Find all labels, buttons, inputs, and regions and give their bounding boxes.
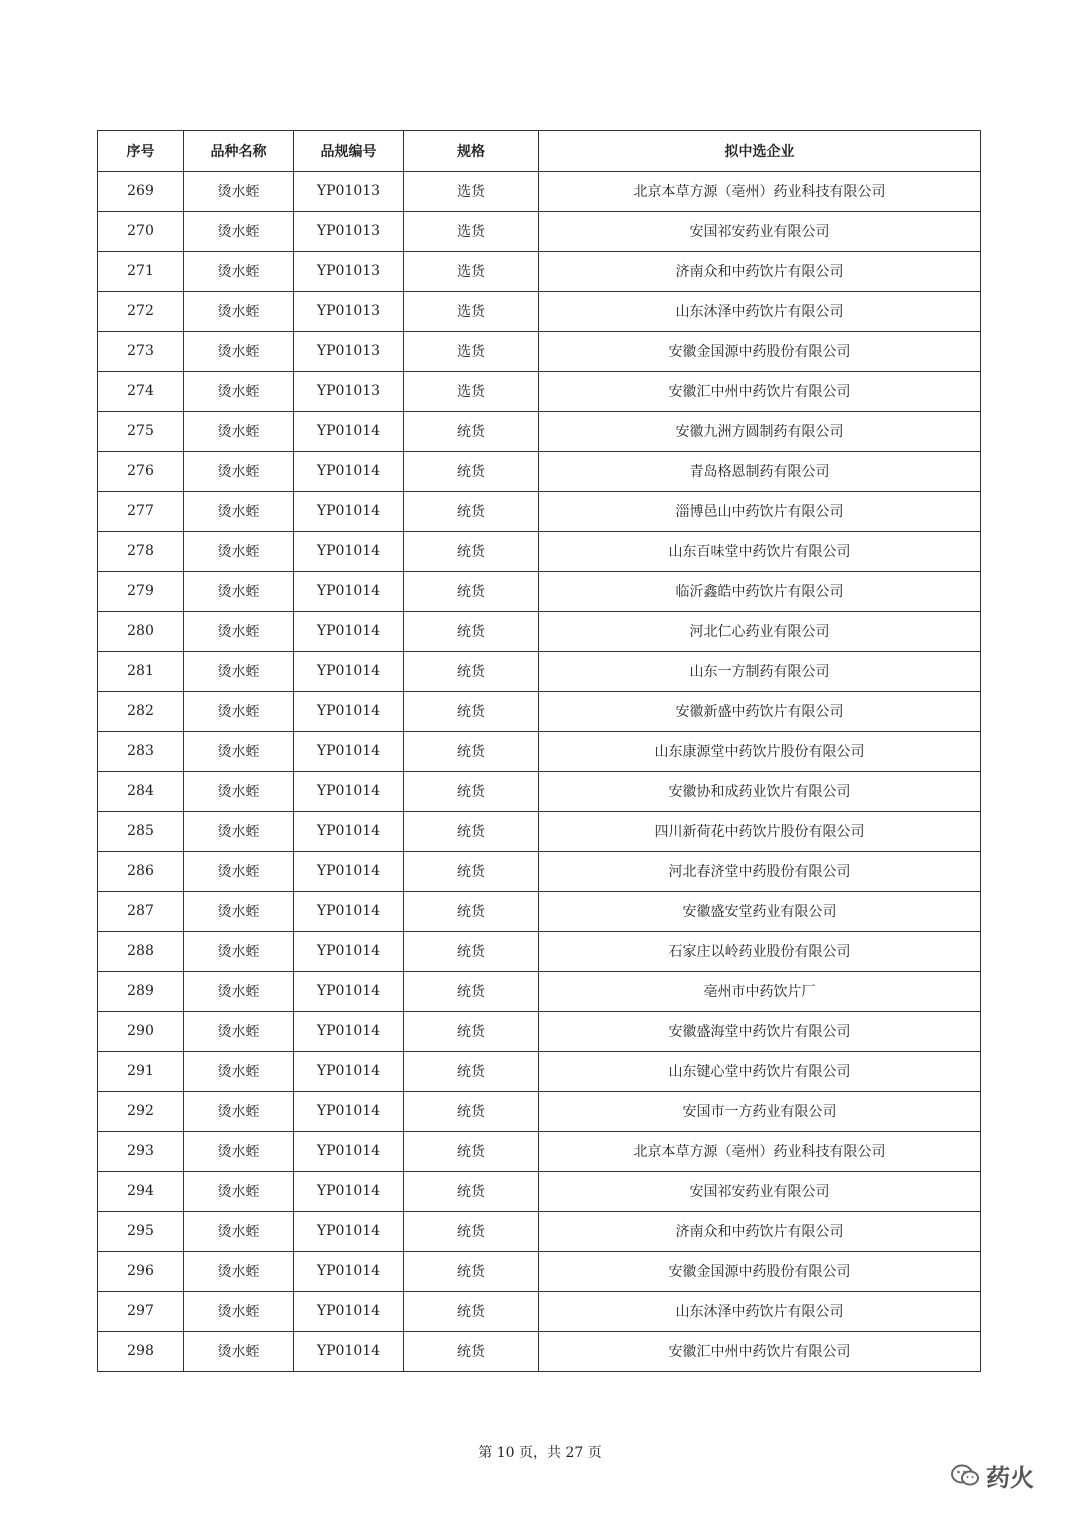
cell-variety-name: 烫水蛭	[184, 571, 294, 611]
cell-variety-name: 烫水蛭	[184, 1211, 294, 1251]
cell-specification: 统货	[404, 1051, 539, 1091]
cell-spec-code: YP01013	[294, 291, 404, 331]
cell-specification: 统货	[404, 811, 539, 851]
table-row	[98, 1291, 981, 1331]
cell-variety-name: 烫水蛭	[184, 891, 294, 931]
table-row	[98, 1011, 981, 1051]
cell-variety-name: 烫水蛭	[184, 211, 294, 251]
cell-specification: 选货	[404, 331, 539, 371]
cell-index: 276	[98, 451, 184, 491]
cell-specification: 统货	[404, 1211, 539, 1251]
cell-variety-name: 烫水蛭	[184, 451, 294, 491]
cell-specification: 统货	[404, 731, 539, 771]
table-row	[98, 1171, 981, 1211]
cell-variety-name: 烫水蛭	[184, 491, 294, 531]
cell-specification: 统货	[404, 691, 539, 731]
cell-company: 山东键心堂中药饮片有限公司	[539, 1051, 981, 1091]
table-row	[98, 771, 981, 811]
cell-company: 河北仁心药业有限公司	[539, 611, 981, 651]
table-body	[98, 171, 981, 1371]
cell-specification: 统货	[404, 1171, 539, 1211]
table-row	[98, 651, 981, 691]
cell-index: 286	[98, 851, 184, 891]
cell-specification: 统货	[404, 611, 539, 651]
cell-company: 济南众和中药饮片有限公司	[539, 251, 981, 291]
cell-variety-name: 烫水蛭	[184, 1291, 294, 1331]
cell-specification: 选货	[404, 291, 539, 331]
cell-spec-code: YP01014	[294, 931, 404, 971]
table-row	[98, 971, 981, 1011]
cell-variety-name: 烫水蛭	[184, 531, 294, 571]
header-spec-code: 品规编号	[294, 131, 404, 172]
cell-company: 北京本草方源（亳州）药业科技有限公司	[539, 171, 981, 211]
cell-index: 295	[98, 1211, 184, 1251]
header-specification: 规格	[404, 131, 539, 172]
cell-spec-code: YP01014	[294, 1251, 404, 1291]
header-selected-company: 拟中选企业	[539, 131, 981, 172]
cell-variety-name: 烫水蛭	[184, 331, 294, 371]
cell-index: 280	[98, 611, 184, 651]
cell-specification: 统货	[404, 971, 539, 1011]
cell-company: 石家庄以岭药业股份有限公司	[539, 931, 981, 971]
page-number: 第 10 页，共 27 页	[478, 1445, 602, 1461]
cell-spec-code: YP01014	[294, 651, 404, 691]
table-row	[98, 251, 981, 291]
cell-specification: 统货	[404, 651, 539, 691]
cell-spec-code: YP01013	[294, 211, 404, 251]
cell-spec-code: YP01014	[294, 851, 404, 891]
cell-specification: 统货	[404, 851, 539, 891]
cell-company: 安徽九洲方圆制药有限公司	[539, 411, 981, 451]
cell-index: 275	[98, 411, 184, 451]
cell-specification: 统货	[404, 451, 539, 491]
cell-index: 290	[98, 1011, 184, 1051]
cell-spec-code: YP01014	[294, 1211, 404, 1251]
watermark-text: 药火	[986, 1464, 1034, 1492]
cell-spec-code: YP01014	[294, 971, 404, 1011]
cell-specification: 统货	[404, 771, 539, 811]
cell-company: 山东百味堂中药饮片有限公司	[539, 531, 981, 571]
cell-spec-code: YP01014	[294, 1131, 404, 1171]
table-row	[98, 1051, 981, 1091]
table-row	[98, 211, 981, 251]
cell-company: 山东康源堂中药饮片股份有限公司	[539, 731, 981, 771]
cell-index: 291	[98, 1051, 184, 1091]
cell-specification: 选货	[404, 211, 539, 251]
cell-variety-name: 烫水蛭	[184, 1171, 294, 1211]
cell-index: 283	[98, 731, 184, 771]
cell-specification: 选货	[404, 371, 539, 411]
cell-spec-code: YP01014	[294, 731, 404, 771]
cell-index: 269	[98, 171, 184, 211]
cell-specification: 统货	[404, 491, 539, 531]
cell-spec-code: YP01014	[294, 1171, 404, 1211]
cell-variety-name: 烫水蛭	[184, 291, 294, 331]
cell-company: 安国祁安药业有限公司	[539, 1171, 981, 1211]
cell-variety-name: 烫水蛭	[184, 731, 294, 771]
cell-company: 安徽汇中州中药饮片有限公司	[539, 1331, 981, 1371]
cell-index: 274	[98, 371, 184, 411]
cell-index: 294	[98, 1171, 184, 1211]
cell-company: 亳州市中药饮片厂	[539, 971, 981, 1011]
cell-spec-code: YP01014	[294, 1051, 404, 1091]
cell-company: 山东沐泽中药饮片有限公司	[539, 291, 981, 331]
cell-variety-name: 烫水蛭	[184, 1011, 294, 1051]
cell-index: 282	[98, 691, 184, 731]
table-row	[98, 411, 981, 451]
cell-company: 济南众和中药饮片有限公司	[539, 1211, 981, 1251]
cell-specification: 统货	[404, 1291, 539, 1331]
cell-company: 山东一方制药有限公司	[539, 651, 981, 691]
cell-variety-name: 烫水蛭	[184, 691, 294, 731]
cell-company: 临沂鑫皓中药饮片有限公司	[539, 571, 981, 611]
cell-spec-code: YP01014	[294, 491, 404, 531]
cell-index: 272	[98, 291, 184, 331]
cell-company: 青岛格恩制药有限公司	[539, 451, 981, 491]
header-index: 序号	[98, 131, 184, 172]
cell-company: 安徽协和成药业饮片有限公司	[539, 771, 981, 811]
cell-index: 298	[98, 1331, 184, 1371]
cell-index: 270	[98, 211, 184, 251]
table-row	[98, 731, 981, 771]
cell-spec-code: YP01014	[294, 531, 404, 571]
table-row	[98, 451, 981, 491]
cell-specification: 选货	[404, 171, 539, 211]
cell-specification: 统货	[404, 571, 539, 611]
cell-variety-name: 烫水蛭	[184, 1251, 294, 1291]
cell-variety-name: 烫水蛭	[184, 811, 294, 851]
cell-company: 山东沐泽中药饮片有限公司	[539, 1291, 981, 1331]
cell-index: 285	[98, 811, 184, 851]
table-row	[98, 1331, 981, 1371]
cell-company: 四川新荷花中药饮片股份有限公司	[539, 811, 981, 851]
cell-variety-name: 烫水蛭	[184, 411, 294, 451]
cell-company: 北京本草方源（亳州）药业科技有限公司	[539, 1131, 981, 1171]
cell-spec-code: YP01013	[294, 251, 404, 291]
cell-variety-name: 烫水蛭	[184, 251, 294, 291]
table-row	[98, 891, 981, 931]
cell-index: 279	[98, 571, 184, 611]
table-header-row	[98, 131, 981, 172]
table-row	[98, 931, 981, 971]
cell-specification: 统货	[404, 1091, 539, 1131]
cell-variety-name: 烫水蛭	[184, 851, 294, 891]
table-row	[98, 1251, 981, 1291]
table-row	[98, 491, 981, 531]
cell-company: 河北春济堂中药股份有限公司	[539, 851, 981, 891]
cell-company: 安徽盛安堂药业有限公司	[539, 891, 981, 931]
cell-specification: 统货	[404, 1131, 539, 1171]
cell-spec-code: YP01014	[294, 891, 404, 931]
cell-index: 281	[98, 651, 184, 691]
cell-company: 安国祁安药业有限公司	[539, 211, 981, 251]
table-row	[98, 811, 981, 851]
cell-index: 293	[98, 1131, 184, 1171]
cell-variety-name: 烫水蛭	[184, 1091, 294, 1131]
cell-spec-code: YP01014	[294, 411, 404, 451]
cell-index: 278	[98, 531, 184, 571]
cell-spec-code: YP01013	[294, 331, 404, 371]
cell-company: 淄博邑山中药饮片有限公司	[539, 491, 981, 531]
cell-spec-code: YP01013	[294, 371, 404, 411]
cell-index: 277	[98, 491, 184, 531]
watermark	[950, 1458, 1034, 1493]
cell-specification: 统货	[404, 1011, 539, 1051]
cell-spec-code: YP01014	[294, 611, 404, 651]
cell-variety-name: 烫水蛭	[184, 1051, 294, 1091]
cell-index: 284	[98, 771, 184, 811]
wechat-icon	[950, 1463, 980, 1489]
cell-spec-code: YP01013	[294, 171, 404, 211]
cell-company: 安国市一方药业有限公司	[539, 1091, 981, 1131]
cell-company: 安徽汇中州中药饮片有限公司	[539, 371, 981, 411]
table-row	[98, 171, 981, 211]
cell-specification: 选货	[404, 251, 539, 291]
table-row	[98, 691, 981, 731]
cell-spec-code: YP01014	[294, 691, 404, 731]
cell-index: 297	[98, 1291, 184, 1331]
cell-specification: 统货	[404, 891, 539, 931]
cell-company: 安徽新盛中药饮片有限公司	[539, 691, 981, 731]
table-row	[98, 611, 981, 651]
cell-variety-name: 烫水蛭	[184, 371, 294, 411]
cell-spec-code: YP01014	[294, 1011, 404, 1051]
table-row	[98, 1131, 981, 1171]
table-row	[98, 291, 981, 331]
cell-spec-code: YP01014	[294, 451, 404, 491]
table-row	[98, 1091, 981, 1131]
cell-variety-name: 烫水蛭	[184, 651, 294, 691]
table-row	[98, 571, 981, 611]
cell-index: 287	[98, 891, 184, 931]
cell-variety-name: 烫水蛭	[184, 931, 294, 971]
cell-specification: 统货	[404, 531, 539, 571]
cell-index: 292	[98, 1091, 184, 1131]
cell-company: 安徽盛海堂中药饮片有限公司	[539, 1011, 981, 1051]
cell-variety-name: 烫水蛭	[184, 971, 294, 1011]
cell-index: 296	[98, 1251, 184, 1291]
cell-variety-name: 烫水蛭	[184, 611, 294, 651]
cell-spec-code: YP01014	[294, 571, 404, 611]
cell-variety-name: 烫水蛭	[184, 1331, 294, 1371]
table-row	[98, 531, 981, 571]
cell-company: 安徽金国源中药股份有限公司	[539, 1251, 981, 1291]
header-variety-name: 品种名称	[184, 131, 294, 172]
table-row	[98, 331, 981, 371]
cell-spec-code: YP01014	[294, 771, 404, 811]
cell-specification: 统货	[404, 931, 539, 971]
cell-specification: 统货	[404, 1251, 539, 1291]
table-row	[98, 851, 981, 891]
cell-variety-name: 烫水蛭	[184, 171, 294, 211]
result-table	[97, 130, 981, 1372]
table-row	[98, 1211, 981, 1251]
cell-index: 271	[98, 251, 184, 291]
cell-specification: 统货	[404, 411, 539, 451]
cell-spec-code: YP01014	[294, 811, 404, 851]
cell-company: 安徽金国源中药股份有限公司	[539, 331, 981, 371]
cell-specification: 统货	[404, 1331, 539, 1371]
table-row	[98, 371, 981, 411]
cell-index: 289	[98, 971, 184, 1011]
cell-spec-code: YP01014	[294, 1091, 404, 1131]
cell-variety-name: 烫水蛭	[184, 771, 294, 811]
cell-index: 273	[98, 331, 184, 371]
cell-index: 288	[98, 931, 184, 971]
cell-spec-code: YP01014	[294, 1331, 404, 1371]
cell-spec-code: YP01014	[294, 1291, 404, 1331]
cell-variety-name: 烫水蛭	[184, 1131, 294, 1171]
